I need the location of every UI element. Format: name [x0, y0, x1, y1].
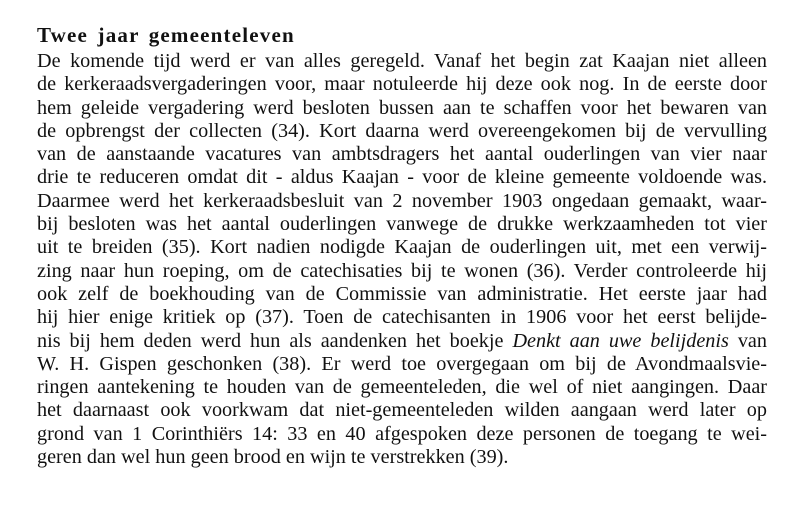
- text-line: ringen aantekening te houden van de gemeenteleden, die wel of niet aangingen. Daar: [37, 376, 767, 399]
- text-line: W. H. Gispen geschonken (38). Er werd toe overgegaan om bij de Avondmaalsvie-: [37, 352, 767, 375]
- text-line-with-book-title: [37, 330, 767, 353]
- text-line: hem geleide vergadering werd besloten bussen aan te schaffen voor het bewaren van: [37, 96, 767, 119]
- text-line: het daarnaast ook voorkwam dat niet-gemeenteleden wilden aangaan werd later op: [37, 399, 767, 422]
- text-line: Daarmee werd het kerkeraadsbesluit van 2 november 1903 ongedaan gemaakt, waar-: [37, 189, 767, 212]
- text-line: bij besloten was het aantal ouderlingen vanwege de drukke werkzaamheden tot vier: [37, 213, 767, 236]
- body-paragraph: [37, 50, 767, 469]
- text-line: hij hier enige kritiek op (37). Toen de catechisanten in 1906 voor het eerst belijde-: [37, 306, 767, 329]
- text-line: zing naar hun roeping, om de catechisaties bij te wonen (36). Verder controleerde hij: [37, 259, 767, 282]
- text-line: grond van 1 Corinthiërs 14: 33 en 40 afgespoken deze personen de toegang te wei-: [37, 422, 767, 445]
- book-title: Denkt aan uwe belijdenis: [512, 329, 729, 352]
- text-line: de kerkeraadsvergaderingen voor, maar notuleerde hij deze ook nog. In de eerste door: [37, 73, 767, 96]
- text-line: de opbrengst der collecten (34). Kort daarna werd overeengekomen bij de vervulling: [37, 119, 767, 142]
- text-segment: van: [728, 329, 767, 352]
- text-line: De komende tijd werd er van alles geregeld. Vanaf het begin zat Kaajan niet alleen: [37, 50, 767, 72]
- text-line: geren dan wel hun geen brood en wijn te verstrekken (39).: [37, 446, 509, 469]
- text-line: drie te reduceren omdat dit - aldus Kaajan - voor de kleine gemeente voldoende was.: [37, 166, 767, 189]
- text-line: uit te breiden (35). Kort nadien nodigde Kaajan de ouderlingen uit, met een verwij-: [37, 236, 767, 259]
- section-heading: Twee jaar gemeenteleven: [37, 23, 295, 47]
- text-segment: nis bij hem deden werd hun als aandenken het boekje: [37, 329, 513, 352]
- text-line: ook zelf de boekhouding van de Commissie van administratie. Het eerste jaar had: [37, 282, 767, 305]
- text-line: van de aanstaande vacatures van ambtsdragers het aantal ouderlingen van vier naar: [37, 143, 767, 166]
